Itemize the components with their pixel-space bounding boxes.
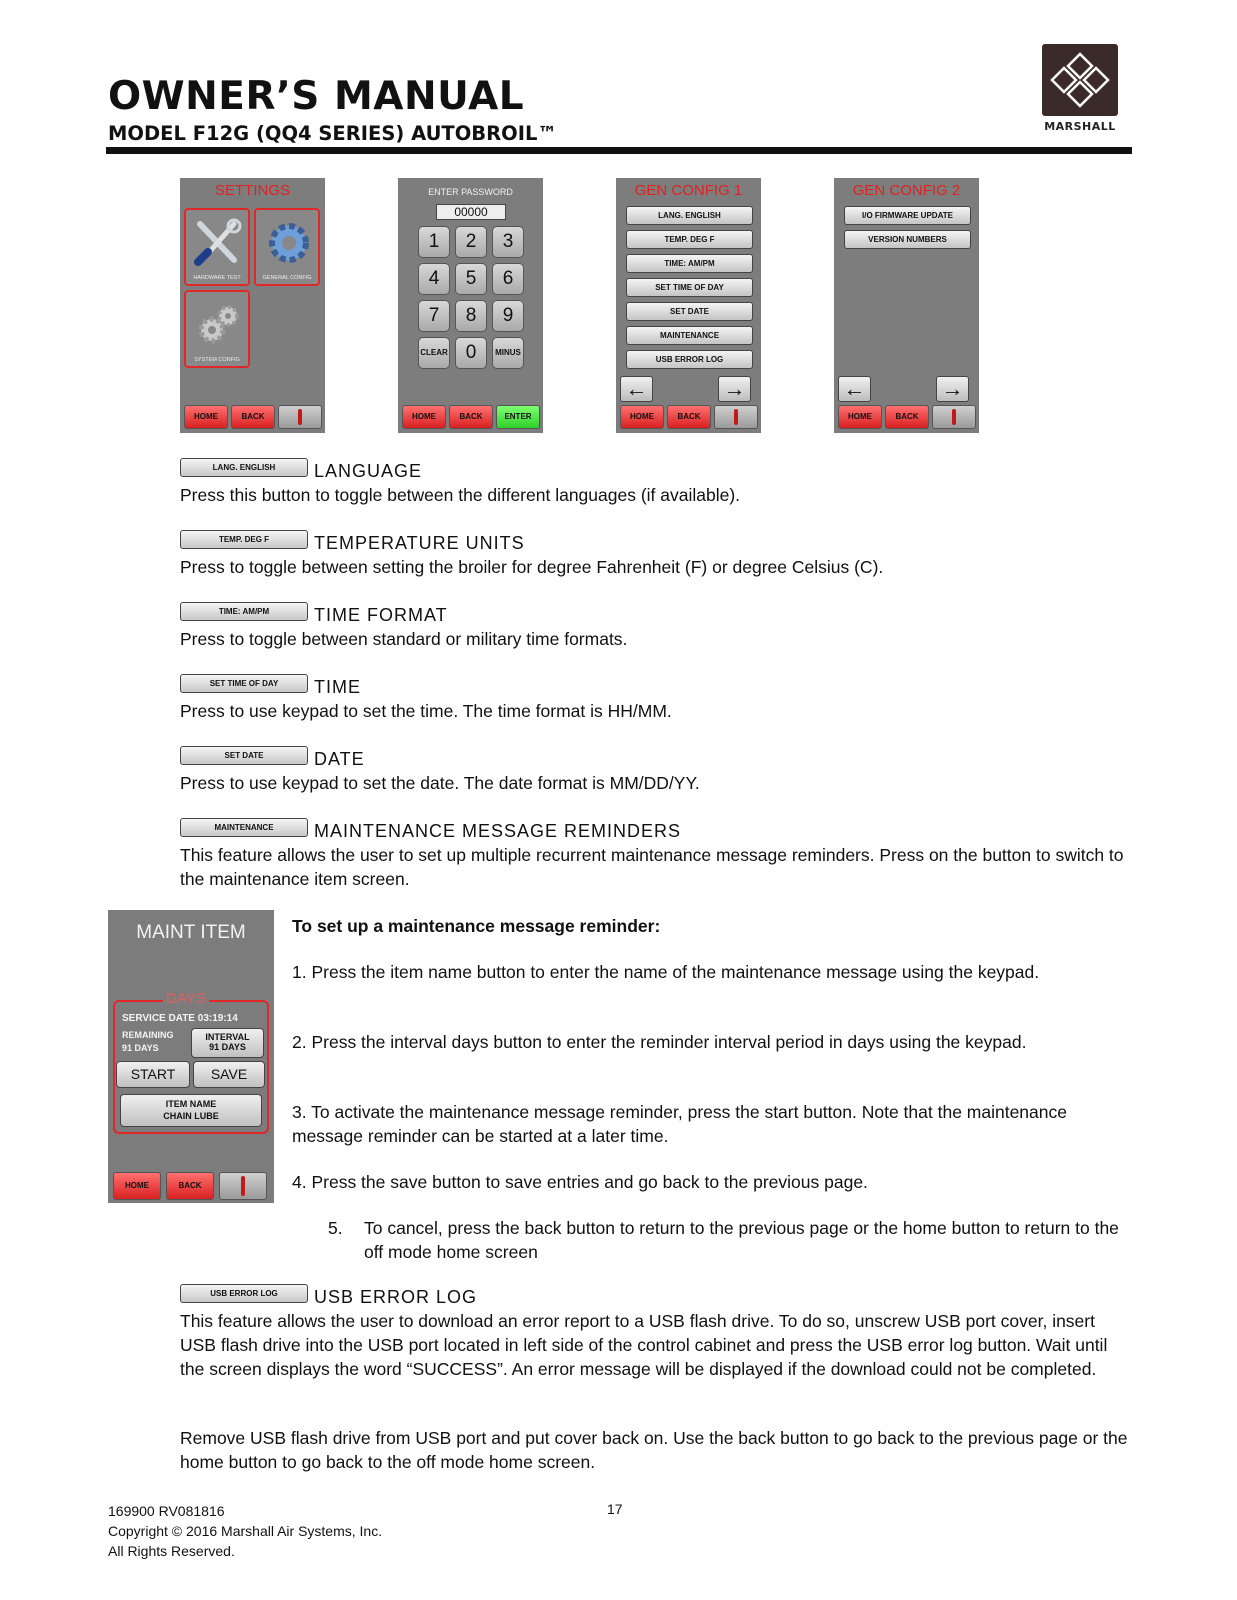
- start-button[interactable]: START: [116, 1061, 190, 1088]
- logo-emblem-icon: [1042, 44, 1118, 116]
- step-3: 3. To activate the maintenance message reminder, press the start button. Note that the maintenance message reminder can be started at a later time.: [292, 1102, 1067, 1146]
- step-2: 2. Press the interval days button to enter the reminder interval period in days using the keypad.: [292, 1032, 1027, 1052]
- time-button-image: SET TIME OF DAY: [180, 674, 308, 693]
- thermometer-icon: [241, 1176, 245, 1196]
- key-5[interactable]: 5: [455, 263, 487, 295]
- interval-button[interactable]: [191, 1028, 264, 1058]
- step-4: 4. Press the save button to save entries and go back to the previous page.: [292, 1172, 868, 1192]
- hardware-test-label: HARDWARE TEST: [193, 275, 241, 281]
- maintenance-heading: MAINTENANCE MESSAGE REMINDERS: [314, 821, 682, 841]
- key-4[interactable]: 4: [418, 263, 450, 295]
- days-label: DAYS: [163, 990, 209, 1007]
- thermometer-icon: [952, 409, 956, 425]
- settings-screen: [180, 178, 325, 433]
- gen-config-2-screen: [834, 178, 979, 433]
- back-button[interactable]: BACK: [667, 405, 711, 429]
- set-time-of-day-button[interactable]: SET TIME OF DAY: [626, 278, 753, 297]
- maint-item-screen: [108, 910, 274, 1203]
- key-2[interactable]: 2: [455, 226, 487, 258]
- date-heading: DATE: [314, 749, 365, 769]
- step-5: To cancel, press the back button to return to the previous page or the home button to return to the off mode home screen: [364, 1218, 1119, 1262]
- gen-config-1-screen: [616, 178, 761, 433]
- tools-icon: [194, 218, 242, 268]
- model-subtitle: MODEL F12G (QQ4 SERIES) AUTOBROIL™: [108, 122, 557, 145]
- home-button[interactable]: HOME: [184, 405, 228, 429]
- usb-remove-text: Remove USB flash drive from USB port and put cover back on. Use the back button to go back to the previous page or the home button to go back to the off mode home screen.: [180, 1428, 1128, 1472]
- usb-error-log-heading: USB ERROR LOG: [314, 1287, 478, 1307]
- system-config-tile[interactable]: [184, 290, 250, 368]
- key-minus[interactable]: MINUS: [492, 337, 524, 369]
- item-name-value: CHAIN LUBE: [163, 1111, 219, 1121]
- maint-item-title: MAINT ITEM: [136, 922, 246, 943]
- time-am-pm-button[interactable]: TIME: AM/PM: [626, 254, 753, 273]
- gears-icon: [194, 300, 244, 350]
- enter-button[interactable]: ENTER: [496, 405, 540, 429]
- password-screen: [398, 178, 543, 433]
- system-config-label: SYSTEM CONFIG: [194, 357, 240, 363]
- gear-icon: [264, 218, 314, 268]
- usb-error-log-button-image: USB ERROR LOG: [180, 1284, 308, 1303]
- interval-label: INTERVAL: [205, 1032, 250, 1042]
- date-button-image: SET DATE: [180, 746, 308, 765]
- maintenance-button-image: MAINTENANCE: [180, 818, 308, 837]
- language-text: Press this button to toggle between the different languages (if available).: [180, 485, 741, 505]
- back-button[interactable]: BACK: [231, 405, 275, 429]
- step-5-number: 5.: [328, 1218, 343, 1238]
- home-button[interactable]: HOME: [113, 1172, 161, 1200]
- temperature-button[interactable]: [219, 1172, 267, 1200]
- key-9[interactable]: 9: [492, 300, 524, 332]
- thermometer-icon: [734, 409, 738, 425]
- general-config-tile[interactable]: [254, 208, 320, 286]
- arrow-left-icon[interactable]: ←: [838, 376, 871, 402]
- remaining-value: 91 DAYS: [122, 1043, 159, 1053]
- service-date: SERVICE DATE 03:19:14: [122, 1013, 238, 1024]
- back-button[interactable]: BACK: [885, 405, 929, 429]
- copyright: Copyright © 2016 Marshall Air Systems, Inc.: [108, 1523, 383, 1539]
- key-1[interactable]: 1: [418, 226, 450, 258]
- thermometer-icon: [298, 409, 302, 425]
- item-name-label: ITEM NAME: [165, 1099, 217, 1109]
- home-button[interactable]: HOME: [402, 405, 446, 429]
- temperature-button[interactable]: [278, 405, 322, 429]
- temperature-text: Press to toggle between setting the broiler for degree Fahrenheit (F) or degree Celsius (C).: [180, 557, 884, 577]
- password-title: ENTER PASSWORD: [428, 187, 513, 197]
- arrow-left-icon[interactable]: ←: [620, 376, 653, 402]
- interval-value: 91 DAYS: [209, 1042, 246, 1052]
- password-field[interactable]: 00000: [436, 204, 506, 220]
- time-heading: TIME: [314, 677, 361, 697]
- maintenance-text: This feature allows the user to set up multiple recurrent maintenance message reminders. Press on the button to switch to the maintenance item screen.: [180, 845, 1124, 889]
- temperature-button[interactable]: [932, 405, 976, 429]
- doc-number: 169900 RV081816: [108, 1503, 225, 1519]
- logo-text: MARSHALL: [1044, 120, 1116, 133]
- home-button[interactable]: HOME: [620, 405, 664, 429]
- settings-title: SETTINGS: [214, 182, 290, 199]
- lang-english-button[interactable]: LANG. ENGLISH: [626, 206, 753, 225]
- home-button[interactable]: HOME: [838, 405, 882, 429]
- maintenance-button[interactable]: MAINTENANCE: [626, 326, 753, 345]
- temperature-button[interactable]: [714, 405, 758, 429]
- version-numbers-button[interactable]: VERSION NUMBERS: [844, 230, 971, 249]
- rights: All Rights Reserved.: [108, 1543, 235, 1559]
- marshall-logo: [1040, 44, 1120, 136]
- usb-error-log-button[interactable]: USB ERROR LOG: [626, 350, 753, 369]
- step-1: 1. Press the item name button to enter the name of the maintenance message using the keypad.: [292, 962, 1040, 982]
- io-firmware-update-button[interactable]: I/O FIRMWARE UPDATE: [844, 206, 971, 225]
- arrow-right-icon[interactable]: →: [718, 376, 751, 402]
- back-button[interactable]: BACK: [166, 1172, 214, 1200]
- arrow-right-icon[interactable]: →: [936, 376, 969, 402]
- set-date-button[interactable]: SET DATE: [626, 302, 753, 321]
- language-button-image: LANG. ENGLISH: [180, 458, 308, 477]
- date-text: Press to use keypad to set the date. The date format is MM/DD/YY.: [180, 773, 700, 793]
- footer: [108, 1501, 382, 1561]
- save-button[interactable]: SAVE: [193, 1061, 265, 1088]
- key-6[interactable]: 6: [492, 263, 524, 295]
- temperature-button-image: TEMP. DEG F: [180, 530, 308, 549]
- page-number: 17: [607, 1501, 623, 1517]
- procedure-heading-text: To set up a maintenance message reminder:: [292, 916, 661, 936]
- time-text: Press to use keypad to set the time. The time format is HH/MM.: [180, 701, 672, 721]
- manual-title: OWNER’S MANUAL: [108, 74, 525, 119]
- gen-config-1-title: GEN CONFIG 1: [634, 182, 743, 199]
- header-rule: [106, 147, 1132, 154]
- back-button[interactable]: BACK: [449, 405, 493, 429]
- procedure-heading: [292, 914, 1132, 938]
- temp-deg-f-button[interactable]: TEMP. DEG F: [626, 230, 753, 249]
- usb-error-log-text: This feature allows the user to download an error report to a USB flash drive. To do so, unscrew USB port cover, insert USB flash drive into the USB port located in left side of the control cabinet and press the USB error log button. Wait until the screen displays the word “SUCCESS”. An error message will be displayed if the download could not be completed.: [180, 1311, 1108, 1379]
- general-config-label: GENERAL CONFIG: [262, 275, 312, 281]
- key-8[interactable]: 8: [455, 300, 487, 332]
- temperature-heading: TEMPERATURE UNITS: [314, 533, 525, 553]
- key-7[interactable]: 7: [418, 300, 450, 332]
- remaining-label: REMAINING: [122, 1030, 174, 1040]
- time-format-button-image: TIME: AM/PM: [180, 602, 308, 621]
- key-3[interactable]: 3: [492, 226, 524, 258]
- time-format-text: Press to toggle between standard or military time formats.: [180, 629, 628, 649]
- item-name-button[interactable]: [120, 1094, 262, 1127]
- gen-config-2-title: GEN CONFIG 2: [852, 182, 961, 199]
- time-format-heading: TIME FORMAT: [314, 605, 448, 625]
- hardware-test-tile[interactable]: [184, 208, 250, 286]
- key-0[interactable]: 0: [455, 337, 487, 369]
- key-clear[interactable]: CLEAR: [418, 337, 450, 369]
- language-heading: LANGUAGE: [314, 461, 423, 481]
